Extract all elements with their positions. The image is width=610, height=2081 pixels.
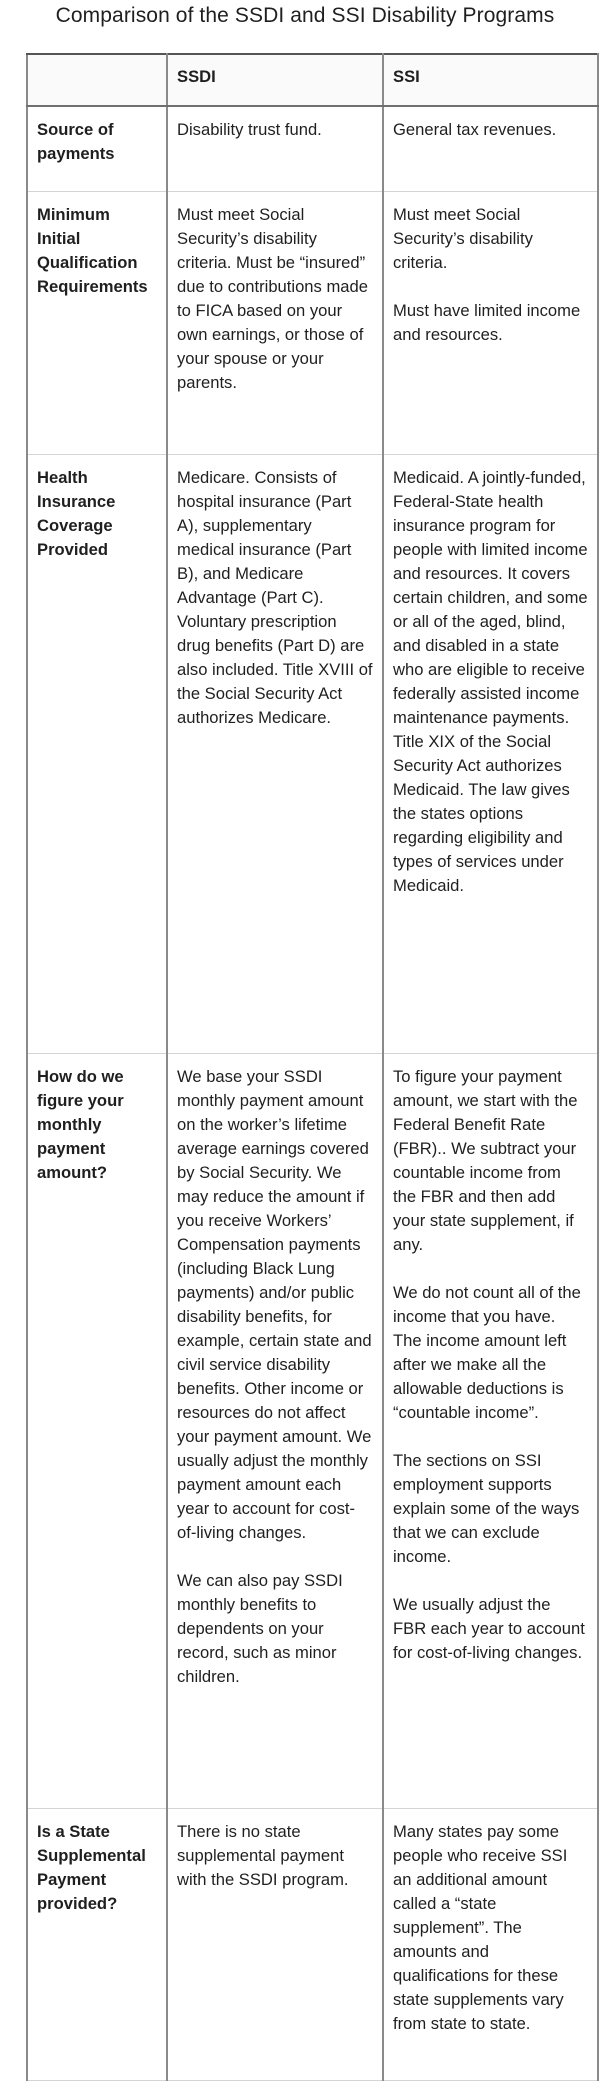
cell-text: The sections on SSI employment supports explain some of the ways that we can exclude income. (393, 1451, 580, 1566)
cell-text: General tax revenues. (393, 120, 557, 139)
cell-text: To figure your payment amount, we start with the Federal Benefit Rate (FBR).. We subtract your countable income from the FBR and then add your state supplement, if any. (393, 1067, 578, 1254)
row-label: Is a State Supplemental Payment provided? (27, 1809, 167, 2081)
row-label: Source of payments (27, 106, 167, 192)
ssi-cell (383, 192, 598, 455)
table-row (27, 1054, 598, 1809)
header-ssi: SSI (383, 54, 598, 106)
row-label: How do we figure your monthly payment amount? (27, 1054, 167, 1809)
ssdi-cell (167, 192, 383, 455)
cell-text: We can also pay SSDI monthly benefits to dependents on your record, such as minor children. (177, 1571, 343, 1686)
row-label: Health Insurance Coverage Provided (27, 455, 167, 1054)
row-label: Minimum Initial Qualification Requirements (27, 192, 167, 455)
ssi-cell (383, 106, 598, 192)
cell-text: We usually adjust the FBR each year to account for cost-of-living changes. (393, 1595, 585, 1662)
cell-text: Disability trust fund. (177, 120, 322, 139)
table-header-row (27, 54, 598, 106)
ssdi-cell (167, 1809, 383, 2081)
cell-text: Medicare. Consists of hospital insurance (Part A), supplementary medical insurance (Part B), and Medicare Advantage (Part C). Voluntary prescription drug benefits (Part D) are also included. Title XVIII of the Social Security Act authorizes Medicare. (177, 468, 373, 727)
cell-text: We do not count all of the income that you have. The income amount left after we make all the allowable deductions is “countable income”. (393, 1283, 581, 1422)
table-row (27, 455, 598, 1054)
page-title: Comparison of the SSDI and SSI Disability Programs (55, 4, 555, 27)
header-ssdi: SSDI (167, 54, 383, 106)
cell-text: Must meet Social Security’s disability criteria. (393, 205, 533, 272)
cell-text: Must meet Social Security’s disability criteria. Must be “insured” due to contributions made to FICA based on your own earnings, or those of your spouse or your parents. (177, 205, 368, 392)
ssi-cell (383, 1054, 598, 1809)
comparison-table (26, 53, 599, 2081)
ssi-cell (383, 455, 598, 1054)
header-blank (27, 54, 167, 106)
cell-text: There is no state supplemental payment with the SSDI program. (177, 1822, 349, 1889)
cell-text: Medicaid. A jointly-funded, Federal-State health insurance program for people with limited income and resources. It covers certain children, and some or all of the aged, blind, and disabled in a state who are eligible to receive federally assisted income maintenance payments. Title XIX of the Social Security Act authorizes Medicaid. The law gives the states options regarding eligibility and types of services under Medicaid. (393, 468, 588, 895)
ssdi-cell (167, 455, 383, 1054)
cell-text: Many states pay some people who receive SSI an additional amount called a “state supplement”. The amounts and qualifications for these state supplements vary from state to state. (393, 1822, 568, 2033)
table-row (27, 192, 598, 455)
ssi-cell (383, 1809, 598, 2081)
cell-text: We base your SSDI monthly payment amount on the worker’s lifetime average earnings covered by Social Security. We may reduce the amount if you receive Workers’ Compensation payments (including Black Lung payments) and/or public disability benefits, for example, certain state and civil service disability benefits. Other income or resources do not affect your payment amount. We usually adjust the monthly payment amount each year to account for cost-of-living changes. (177, 1067, 372, 1542)
ssdi-cell (167, 106, 383, 192)
table-row (27, 1809, 598, 2081)
table-row (27, 106, 598, 192)
ssdi-cell (167, 1054, 383, 1809)
cell-text: Must have limited income and resources. (393, 301, 581, 344)
